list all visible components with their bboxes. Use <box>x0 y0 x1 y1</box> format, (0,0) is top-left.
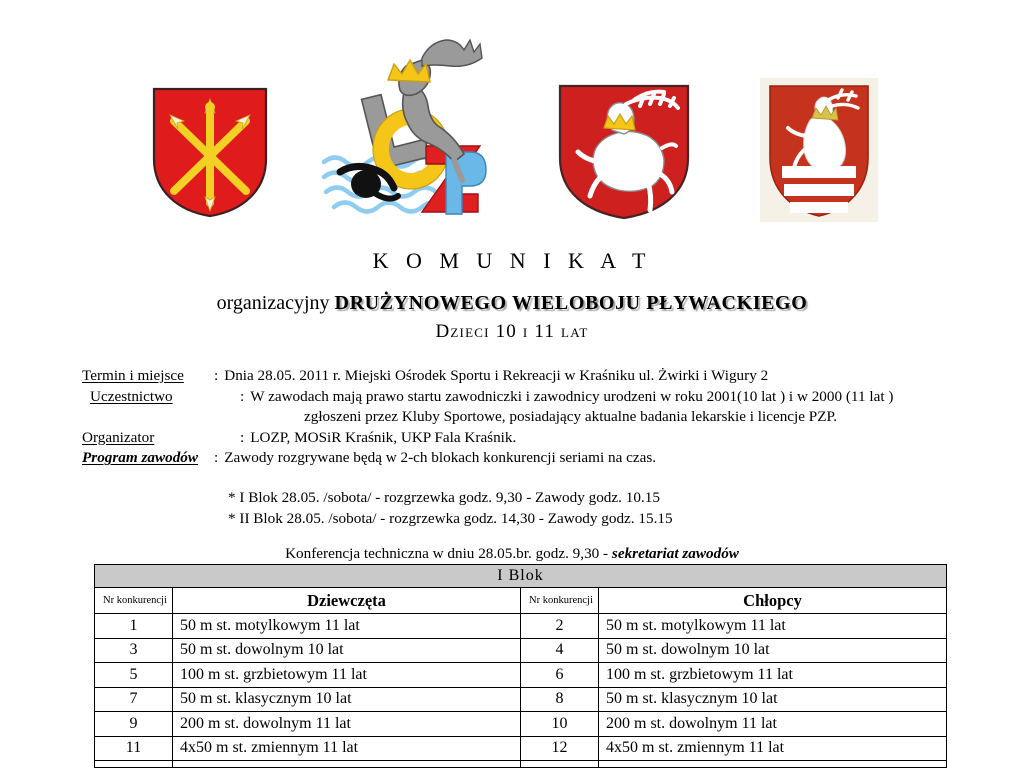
subtitle-emphasis: DRUŻYNOWEGO WIELOBOJU PŁYWACKIEGO <box>334 292 808 314</box>
header-gender-girls: Dziewczęta <box>173 588 521 614</box>
cell-event-left: 50 m st. klasycznym 10 lat <box>173 687 521 712</box>
cell-nr-left: 11 <box>95 736 173 761</box>
table-row <box>95 712 947 737</box>
detail-label-termin: Termin i miejsce <box>82 367 184 384</box>
cell-event-right: 50 m st. klasycznym 10 lat <box>599 687 947 712</box>
table-row <box>95 638 947 663</box>
cell-partial <box>599 761 947 768</box>
crest-band <box>0 0 1024 232</box>
header-nr-right: Nr konkurencji <box>521 588 599 614</box>
cell-event-left: 4x50 m st. zmiennym 11 lat <box>173 736 521 761</box>
cell-event-right: 4x50 m st. zmiennym 11 lat <box>599 736 947 761</box>
title-block <box>0 246 1024 344</box>
table-row <box>95 736 947 761</box>
cell-event-right: 50 m st. dowolnym 10 lat <box>599 638 947 663</box>
table-row <box>95 614 947 639</box>
detail-row-termin <box>82 366 962 387</box>
conference-line <box>0 545 1024 563</box>
cell-nr-left: 9 <box>95 712 173 737</box>
cell-partial <box>173 761 521 768</box>
detail-colon: : <box>240 428 245 446</box>
detail-row-organizator <box>82 428 962 449</box>
conference-text: Konferencja techniczna w dniu 28.05.br. godz. 9,30 - <box>285 545 612 562</box>
cell-nr-right: 2 <box>521 614 599 639</box>
detail-colon: : <box>240 387 245 405</box>
cell-nr-left: 7 <box>95 687 173 712</box>
table-row <box>95 687 947 712</box>
cell-event-right: 100 m st. grzbietowym 11 lat <box>599 663 947 688</box>
table-block-title: I Blok <box>95 565 947 588</box>
detail-colon: : <box>214 367 219 384</box>
cell-nr-right: 12 <box>521 736 599 761</box>
detail-label-uczestnictwo: Uczestnictwo <box>90 387 173 405</box>
table-row <box>95 663 947 688</box>
cell-event-left: 200 m st. dowolnym 11 lat <box>173 712 521 737</box>
cell-partial <box>95 761 173 768</box>
cell-event-right: 50 m st. motylkowym 11 lat <box>599 614 947 639</box>
details-block <box>82 366 962 469</box>
subtitle-lead: organizacyjny <box>216 292 335 314</box>
table-header-row <box>95 588 947 614</box>
cell-nr-right: 8 <box>521 687 599 712</box>
detail-label-organizator: Organizator <box>82 428 155 446</box>
lozp-logo-icon <box>318 36 498 224</box>
detail-colon: : <box>214 449 219 467</box>
cell-nr-right: 4 <box>521 638 599 663</box>
detail-row-uczestnictwo <box>82 387 962 408</box>
conference-emphasis: sekretariat zawodów <box>611 545 739 562</box>
detail-value-program: Zawody rozgrywane będą w 2-ch blokach konkurencji seriami na czas. <box>224 449 657 467</box>
detail-value-termin: Dnia 28.05. 2011 r. Miejski Ośrodek Sportu i Rekreacji w Kraśniku ul. Żwirki i Wigury 2 <box>224 367 769 384</box>
cell-nr-right: 10 <box>521 712 599 737</box>
detail-value-uczestnictwo-continuation: zgłoszeni przez Kluby Sportowe, posiadający aktualne badania lekarskie i licencje PZP. <box>304 408 838 426</box>
detail-value-uczestnictwo: W zawodach mają prawo startu zawodniczki i zawodnicy urodzeni w roku 2001(10 lat ) i w 2000 (11 lat ) <box>250 387 894 405</box>
detail-row-program <box>82 448 962 469</box>
table-row-partial-cutoff <box>95 761 947 768</box>
header-gender-boys: Chłopcy <box>599 588 947 614</box>
cell-nr-left: 5 <box>95 663 173 688</box>
cell-nr-left: 1 <box>95 614 173 639</box>
lublin-voivodeship-coat-of-arms-icon <box>556 82 692 222</box>
cell-event-right: 200 m st. dowolnym 11 lat <box>599 712 947 737</box>
krasnik-county-coat-of-arms-icon <box>760 78 878 222</box>
subtitle-age-group: Dzieci 10 i 11 lat <box>435 321 589 342</box>
schedule-line-block-2: * II Blok 28.05. /sobota/ - rozgrzewka godz. 14,30 - Zawody godz. 15.15 <box>228 510 673 527</box>
subtitle-line <box>0 290 1024 316</box>
events-table <box>94 564 947 768</box>
cell-event-left: 50 m st. dowolnym 10 lat <box>173 638 521 663</box>
cell-partial <box>521 761 599 768</box>
krasnik-town-coat-of-arms-icon <box>150 85 270 220</box>
page-title: K O M U N I K A T <box>372 248 652 273</box>
cell-nr-right: 6 <box>521 663 599 688</box>
cell-nr-left: 3 <box>95 638 173 663</box>
header-nr-left: Nr konkurencji <box>95 588 173 614</box>
cell-event-left: 100 m st. grzbietowym 11 lat <box>173 663 521 688</box>
schedule-line-block-1: * I Blok 28.05. /sobota/ - rozgrzewka godz. 9,30 - Zawody godz. 10.15 <box>228 489 660 506</box>
detail-label-program: Program zawodów <box>82 449 199 467</box>
cell-event-left: 50 m st. motylkowym 11 lat <box>173 614 521 639</box>
schedule-block <box>228 487 673 529</box>
detail-value-organizator: LOZP, MOSiR Kraśnik, UKP Fala Kraśnik. <box>250 428 517 446</box>
table-block-title-row <box>95 565 947 588</box>
